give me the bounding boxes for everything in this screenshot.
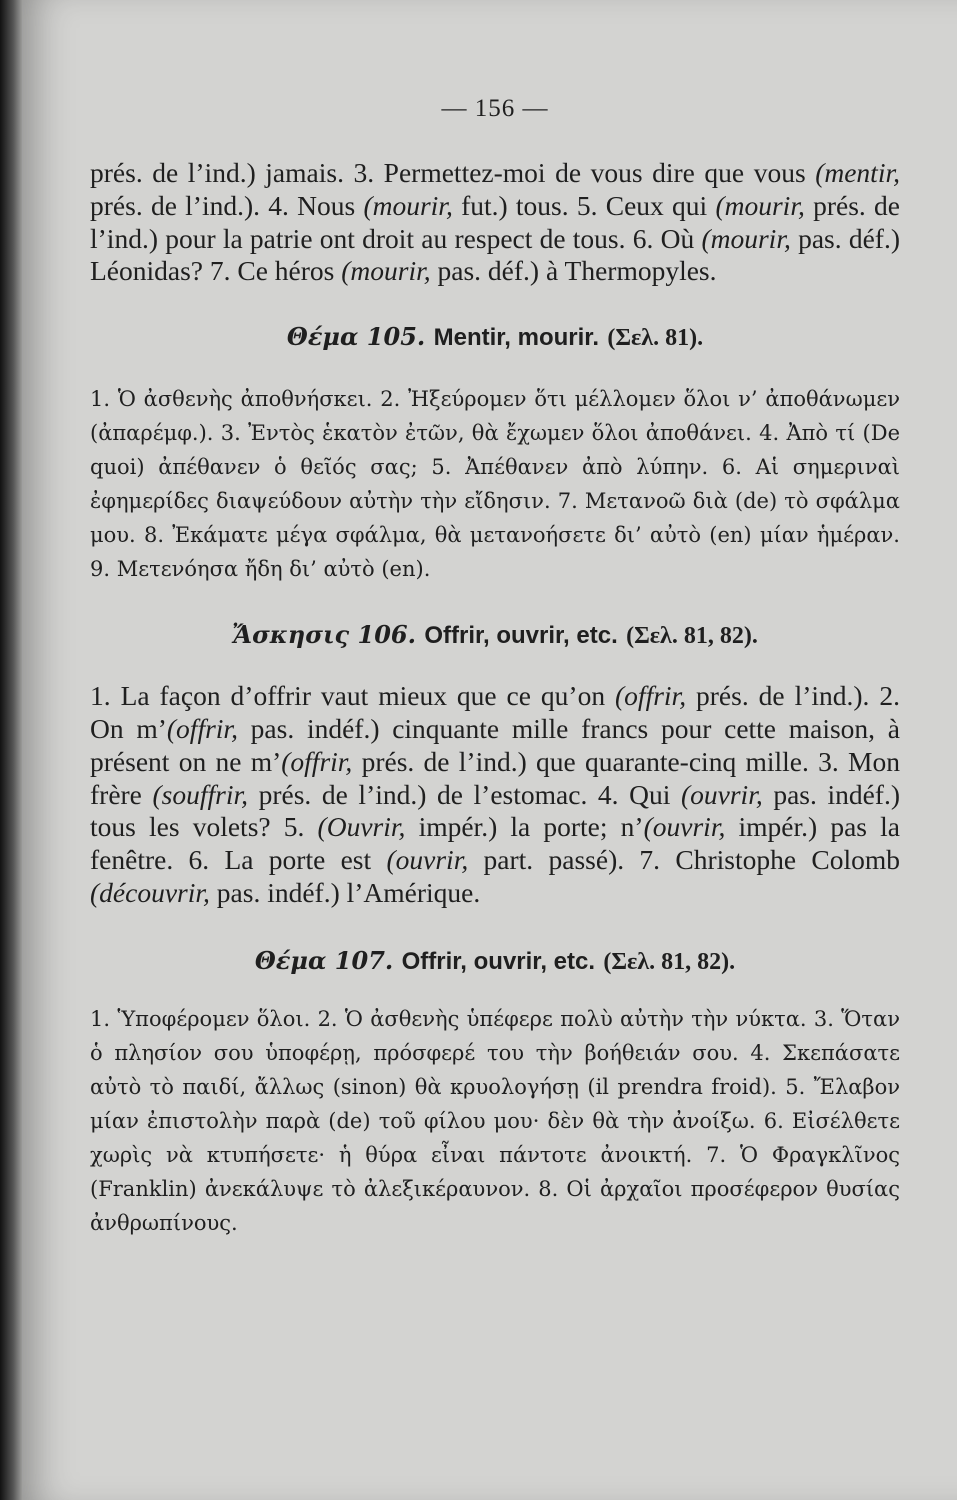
intro-text-1: prés. de l’ind.) jamais. 3. Permettez-moi de vous dire que vous (90, 157, 816, 188)
page-number: — 156 — (441, 95, 549, 122)
s106-text: impér.) pas la fenêtre. 6. La porte est (90, 811, 900, 876)
intro-paragraph (90, 157, 900, 288)
s106-text: prés. de l’ind.). 2. On m’ (90, 680, 900, 744)
s106-italic: (ouvrir, (680, 778, 763, 810)
section-105-heading (90, 322, 900, 352)
intro-italic-5: (mourir, (341, 255, 431, 287)
s106-text: pas. indéf.) l’Amérique. (209, 876, 481, 908)
s106-italic: (offrir, (166, 712, 238, 744)
book-page (22, 0, 957, 1500)
s106-text: part. passé). 7. Christophe Colomb (468, 844, 900, 876)
intro-italic-3: (mourir, (715, 189, 805, 221)
section-106-title: Offrir, ouvrir, etc. (424, 622, 618, 650)
section-105-text: 1. Ὁ ἀσθενὴς ἀποθνήσκει. 2. Ἠξεύρομεν ὅτι μέλλομεν ὅλοι ν’ ἀποθάνωμεν (ἀπαρέμφ.). 3. Ἐντὸς ἑκατὸν ἐτῶν, θὰ ἔχωμεν ὅλοι ἀποθάνει. 4. Ἀπὸ τί (De quoi) ἀπέθανεν ὁ θεῖός σας; 5. Ἀπέθανεν ἀπὸ λύπην. 6. Αἱ σημεριναὶ ἐφημερίδες διαψεύδουν αὐτὴν τὴν εἴδησιν. 7. Μετανοῶ διὰ (de) τὸ σφάλμα μου. 8. Ἐκάματε μέγα σφάλμα, θὰ μετανοήσετε δι’ αὐτὸ (en) μίαν ἡμέραν. 9. Μετενόησα ἤδη δι’ αὐτὸ (en). (90, 387, 900, 582)
section-106-text (90, 680, 900, 910)
s106-text: 1. La façon d’offrir vaut mieux que ce qu’on (90, 680, 616, 712)
section-105-title: Mentir, mourir. (433, 324, 599, 352)
intro-text-5: pas. déf.) Léonidas? 7. Ce héros (90, 222, 900, 287)
section-107-label: Θέμα 107. (254, 945, 394, 975)
intro-italic-1: (mentir, (815, 157, 900, 188)
s106-text: impér.) la porte; n’ (405, 811, 644, 843)
section-106-heading (90, 620, 900, 650)
s106-text: pas. indéf.) tous les volets? 5. (90, 778, 900, 843)
section-105-label: Θέμα 105. (286, 322, 426, 352)
s106-italic: (Ouvrir, (317, 811, 406, 843)
section-106-label: Ἄσκησις 106. (232, 620, 416, 650)
s106-italic: (offrir, (615, 680, 687, 712)
intro-text-6: pas. déf.) à Thermopyles. (430, 255, 717, 287)
section-107-heading (90, 946, 900, 976)
section-107-ref: (Σελ. 81, 82). (603, 948, 736, 975)
s106-italic: (souffrir, (152, 778, 248, 810)
s106-italic: (ouvrir, (386, 844, 469, 876)
section-107-text: 1. Ὑποφέρομεν ὅλοι. 2. Ὁ ἀσθενὴς ὑπέφερε πολὺ αὐτὴν τὴν νύκτα. 3. Ὅταν ὁ πλησίον σου ὑποφέρῃ, πρόσφερέ του τὴν βοήθειάν σου. 4. Σκεπάσατε αὐτὸ τὸ παιδί, ἄλλως (sinon) θὰ κρυολογήσῃ (il prendra froid). 5. Ἔλαβον μίαν ἐπιστολὴν παρὰ (de) τοῦ φίλου μου· δὲν θὰ τὴν ἀνοίξω. 6. Εἰσέλθετε χωρὶς νὰ κτυπήσετε· ἡ θύρα εἶναι πάντοτε ἀνοικτή. 7. Ὁ Φραγκλῖνος (Franklin) ἀνεκάλυψε τὸ ἀλεξικέραυνον. 8. Οἱ ἀρχαῖοι προσέφερον θυσίας ἀνθρωπίνους. (90, 1006, 900, 1235)
s106-text: pas. indéf.) cinquante mille francs pour cette maison, à présent on ne m’ (90, 712, 900, 777)
s106-text: prés. de l’ind.) que quarante-cinq mille. 3. Mon frère (90, 745, 900, 810)
book-spine-shadow (0, 0, 22, 1500)
page-content (90, 95, 900, 1240)
section-105-ref: (Σελ. 81). (607, 325, 704, 352)
s106-italic: (offrir, (281, 745, 353, 777)
intro-italic-4: (mourir, (701, 222, 791, 254)
intro-text-3: fut.) tous. 5. Ceux qui (452, 189, 716, 221)
section-106-ref: (Σελ. 81, 82). (626, 623, 758, 650)
s106-italic: (découvrir, (90, 876, 210, 908)
s106-italic: (ouvrir, (643, 811, 726, 843)
intro-text-2: prés. de l’ind.). 4. Nous (90, 189, 364, 221)
intro-italic-2: (mourir, (363, 189, 453, 221)
intro-text-4: prés. de l’ind.) pour la patrie ont droit au respect de tous. 6. Où (90, 189, 900, 254)
s106-text: prés. de l’ind.) de l’estomac. 4. Qui (248, 778, 681, 810)
section-107-title: Offrir, ouvrir, etc. (401, 947, 596, 975)
